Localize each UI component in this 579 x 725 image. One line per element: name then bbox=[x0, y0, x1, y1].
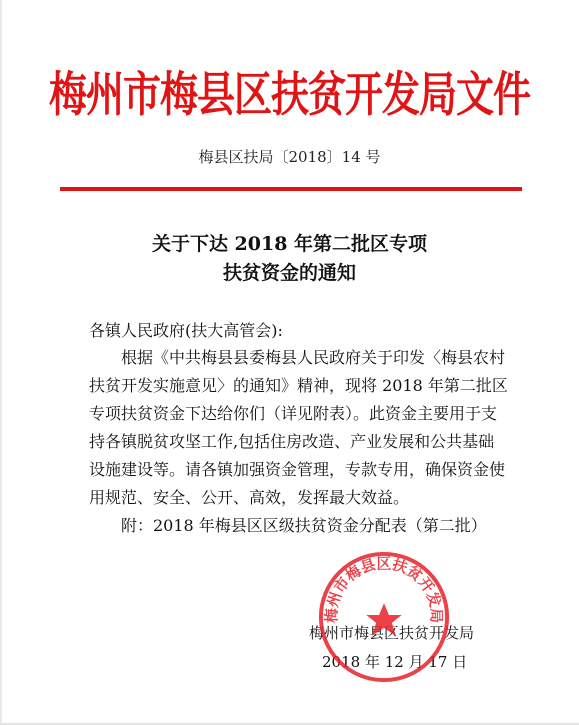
body-line: 专项扶贫资金下达给你们（详见附表）。此资金主要用于支 bbox=[89, 404, 498, 423]
body-line: 设施建设等。请各镇加强资金管理，专款专用，确保资金使 bbox=[89, 460, 506, 479]
body-line: 扶贫开发实施意见〉的通知》精神，现将 2018 年第二批区 bbox=[89, 376, 508, 395]
official-seal bbox=[315, 548, 453, 686]
seal-text: 梅州市梅县区扶贫开发局 bbox=[323, 555, 445, 624]
document-number: 梅县区扶局〔2018〕14 号 bbox=[198, 148, 381, 166]
signature-date: 2018 年 12 月 17 日 bbox=[322, 653, 468, 671]
body-line: 根据《中共梅县县委梅县人民政府关于印发〈梅县农村 bbox=[121, 348, 506, 367]
attachment-note: 附：2018 年梅县区区级扶贫资金分配表（第二批） bbox=[121, 516, 487, 535]
salutation: 各镇人民政府(扶大高管会): bbox=[89, 321, 283, 340]
star-icon bbox=[366, 603, 401, 636]
header-red-rule bbox=[60, 187, 522, 191]
body-line: 持各镇脱贫攻坚工作,包括住房改造、产业发展和公共基础 bbox=[89, 432, 495, 451]
signature-organization: 梅州市梅县区扶贫开发局 bbox=[309, 624, 475, 642]
notice-title-line-1: 关于下达 2018 年第二批区专项 bbox=[151, 233, 428, 255]
notice-title-line-2: 扶贫资金的通知 bbox=[222, 262, 356, 284]
document-header-title: 梅州市梅县区扶贫开发局文件 bbox=[48, 67, 530, 123]
body-line: 用规范、安全、公开、高效，发挥最大效益。 bbox=[89, 488, 410, 507]
